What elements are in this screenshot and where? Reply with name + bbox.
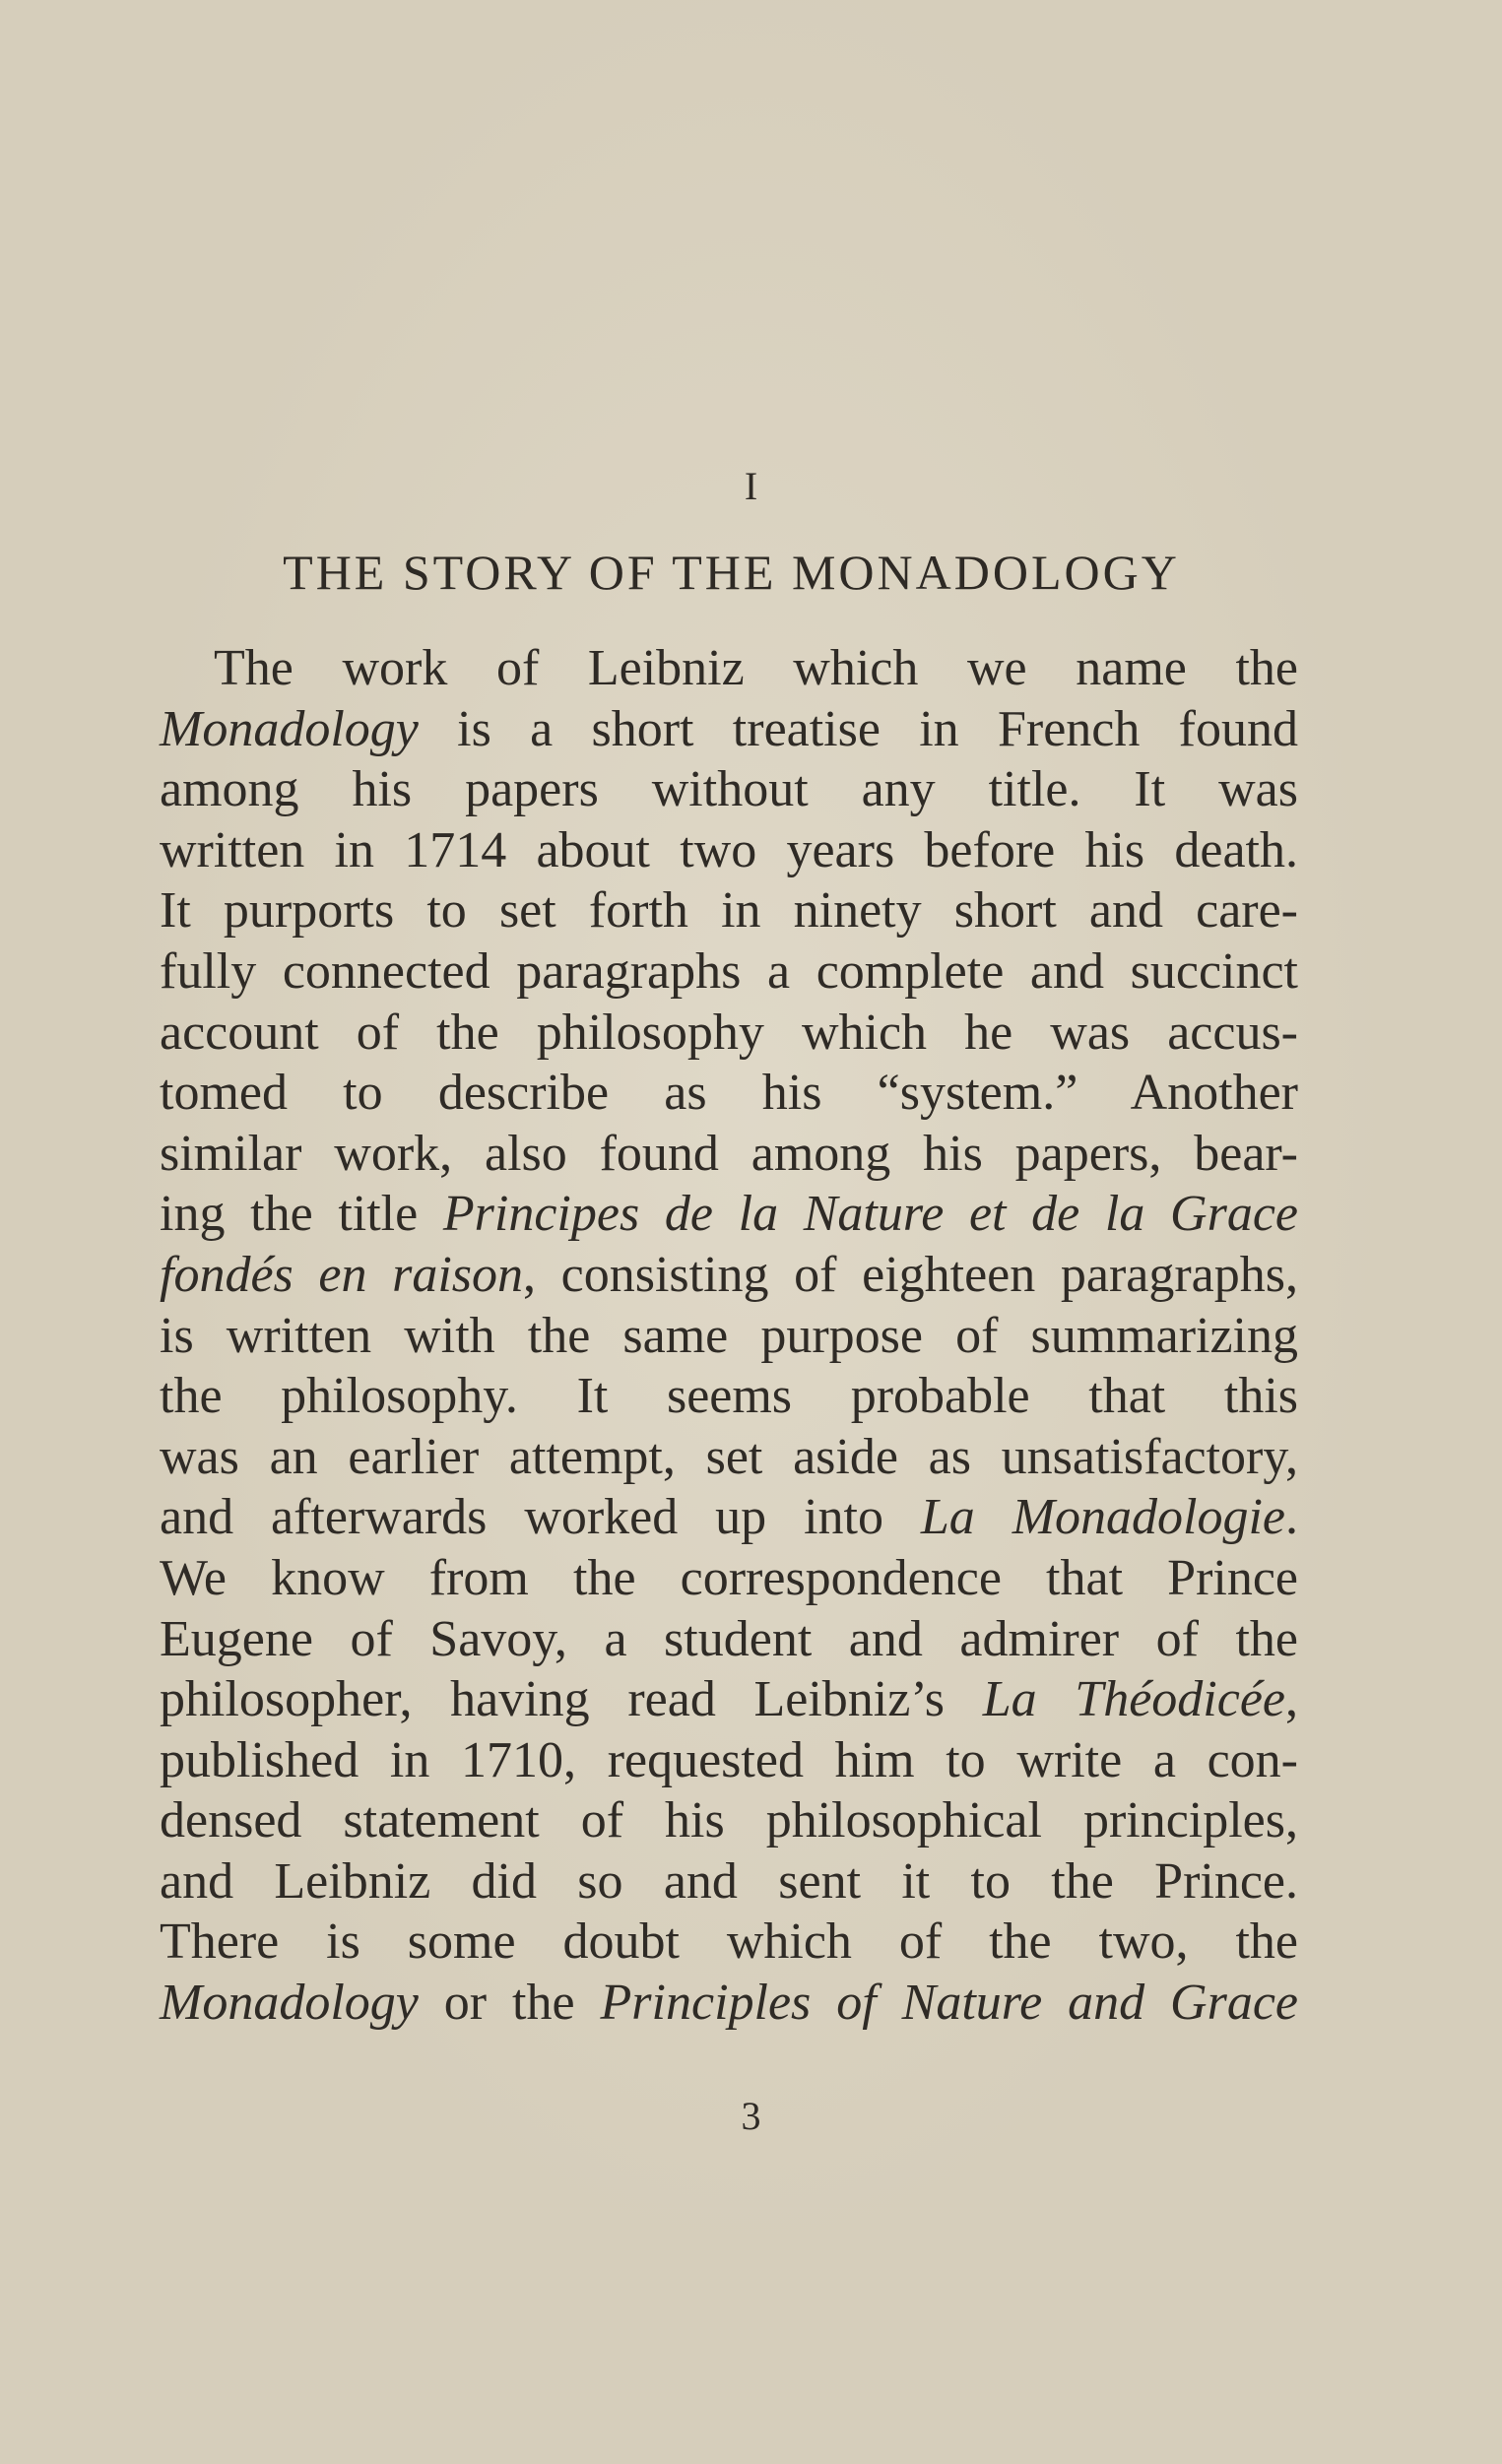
text-run: . bbox=[1285, 1489, 1298, 1546]
text-run: The work of Leibniz which we name the bbox=[214, 640, 1298, 696]
text-run: ing the title bbox=[160, 1186, 443, 1243]
text-run: fully connected paragraphs a complete and succinct bbox=[160, 942, 1298, 1000]
text-line bbox=[160, 1548, 1298, 1609]
text-run: among his papers without any title. It was bbox=[160, 761, 1298, 818]
text-line bbox=[160, 880, 1298, 941]
text-run: There is some doubt which of the two, the bbox=[160, 1913, 1298, 1971]
text-run: , bbox=[1285, 1671, 1298, 1728]
text-line bbox=[160, 1245, 1298, 1306]
text-line bbox=[160, 1427, 1298, 1488]
italic-title-text: Monadology bbox=[160, 700, 419, 757]
text-line bbox=[160, 1184, 1298, 1245]
text-run: philosopher, having read Leibniz’s bbox=[160, 1671, 983, 1728]
text-line bbox=[160, 1124, 1298, 1185]
italic-title-text: Monadology bbox=[160, 1975, 419, 2032]
text-run: tomed to describe as his “system.” Another bbox=[160, 1065, 1298, 1122]
text-run: the philosophy. It seems probable that this bbox=[160, 1368, 1298, 1425]
text-run: was an earlier attempt, set aside as unsatisfactory, bbox=[160, 1428, 1298, 1485]
text-line bbox=[160, 699, 1298, 760]
text-line bbox=[160, 1851, 1298, 1913]
text-run: densed statement of his philosophical principles, bbox=[160, 1792, 1298, 1849]
italic-title-text: Principes de la Nature et de la Grace bbox=[442, 1186, 1298, 1243]
text-run: Eugene of Savoy, a student and admirer of the bbox=[160, 1610, 1298, 1667]
text-line bbox=[160, 1973, 1298, 2034]
text-line bbox=[160, 820, 1298, 881]
italic-title-text: La Monadologie bbox=[920, 1489, 1285, 1546]
text-run: account of the philosophy which he was accus- bbox=[160, 1004, 1298, 1061]
page-number: 3 bbox=[741, 2094, 761, 2138]
italic-title-text: La Théodicée bbox=[982, 1671, 1285, 1728]
text-line bbox=[160, 1003, 1298, 1064]
text-line bbox=[160, 941, 1298, 1003]
text-line bbox=[160, 1912, 1298, 1973]
text-run: is written with the same purpose of summarizing bbox=[160, 1307, 1298, 1364]
text-run: , consisting of eighteen paragraphs, bbox=[523, 1246, 1298, 1303]
text-line bbox=[160, 759, 1298, 820]
text-line bbox=[160, 1306, 1298, 1367]
text-run: It purports to set forth in ninety short and care- bbox=[160, 882, 1298, 940]
text-run: similar work, also found among his papers, bear- bbox=[160, 1125, 1298, 1182]
text-line bbox=[160, 1669, 1298, 1730]
chapter-title: THE STORY OF THE MONADOLOGY bbox=[283, 545, 1180, 600]
text-line bbox=[160, 1790, 1298, 1851]
italic-title-text: Principles of Nature and Grace bbox=[600, 1975, 1299, 2032]
text-line bbox=[160, 1487, 1298, 1548]
text-run: or the bbox=[418, 1975, 601, 2032]
text-run: written in 1714 about two years before his death. bbox=[160, 821, 1298, 878]
text-run: and Leibniz did so and sent it to the Prince. bbox=[160, 1852, 1298, 1910]
text-run: is a short treatise in French found bbox=[418, 700, 1298, 757]
text-line bbox=[160, 1609, 1298, 1670]
text-line bbox=[160, 1063, 1298, 1124]
italic-title-text: fondés en raison bbox=[160, 1246, 524, 1303]
text-run: and afterwards worked up into bbox=[160, 1489, 921, 1546]
text-line bbox=[160, 1730, 1298, 1791]
text-run: We know from the correspondence that Prince bbox=[160, 1549, 1298, 1606]
text-run: published in 1710, requested him to write a con- bbox=[160, 1731, 1298, 1788]
text-line bbox=[160, 638, 1298, 699]
chapter-number: I bbox=[744, 464, 758, 508]
text-line bbox=[160, 1366, 1298, 1427]
body-paragraph bbox=[160, 638, 1298, 2034]
